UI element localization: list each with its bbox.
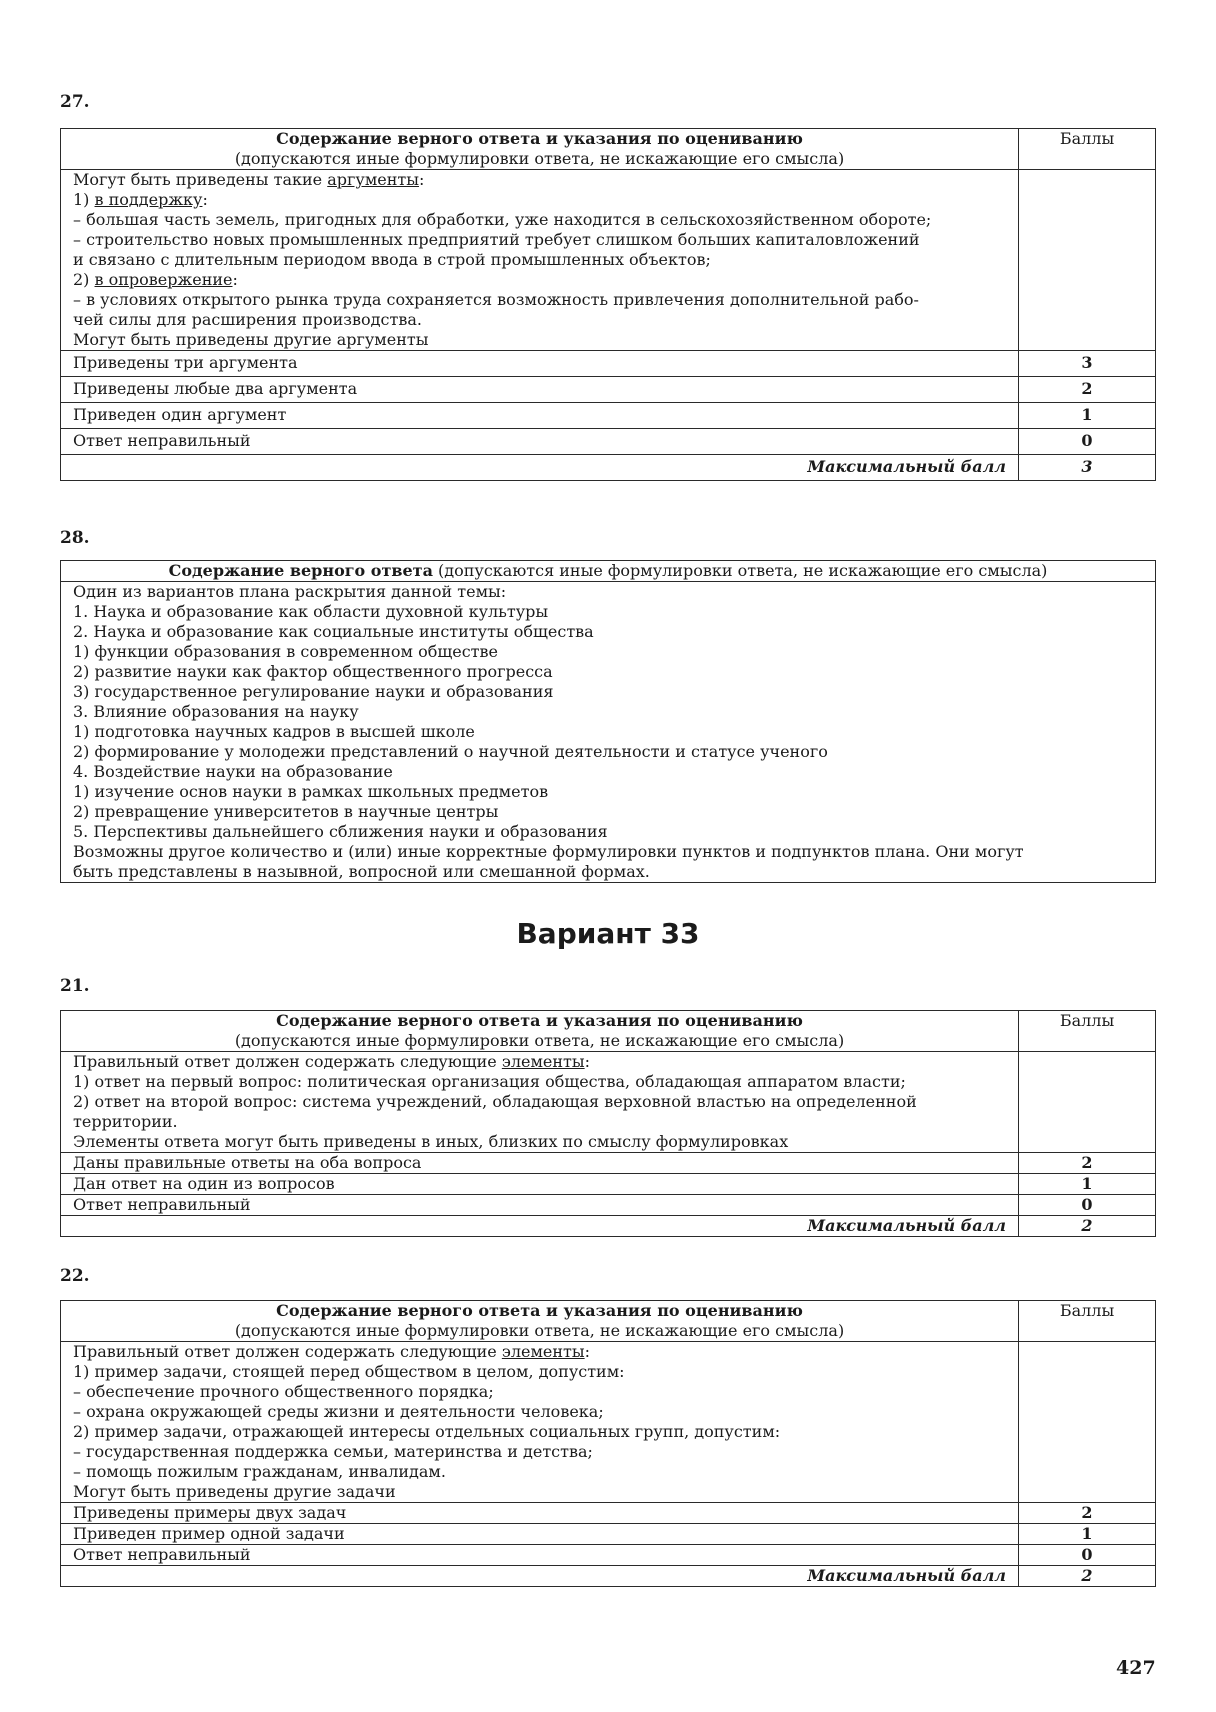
element-line: Элементы ответа могут быть приведены в иных, близких по смыслу формулировках xyxy=(73,1132,789,1151)
max-score-points: 2 xyxy=(1019,1566,1156,1587)
score-label: Приведены три аргумента xyxy=(61,351,1019,377)
score-label: Ответ неправильный xyxy=(61,429,1019,455)
plan-line: 2. Наука и образование как социальные институты общества xyxy=(73,622,594,641)
score-label: Приведены примеры двух задач xyxy=(61,1503,1019,1524)
element-line: – помощь пожилым гражданам, инвалидам. xyxy=(73,1462,446,1481)
table-header xyxy=(61,1011,1156,1052)
header-title: Содержание верного ответа xyxy=(168,561,433,580)
plan-line: 1) изучение основ науки в рамках школьных предметов xyxy=(73,782,549,801)
max-score-row xyxy=(61,1216,1156,1237)
question-number-27: 27. xyxy=(60,92,90,112)
question-number-28: 28. xyxy=(60,528,90,548)
answer-content-row xyxy=(61,1052,1156,1153)
intro-line: Правильный ответ должен содержать следующие элементы: xyxy=(73,1052,591,1071)
max-score-points: 2 xyxy=(1019,1216,1156,1237)
argument-line: и связано с длительным периодом ввода в строй промышленных объектов; xyxy=(73,250,711,269)
argument-line: Могут быть приведены другие аргументы xyxy=(73,330,429,349)
element-line: территории. xyxy=(73,1112,178,1131)
score-label: Даны правильные ответы на оба вопроса xyxy=(61,1153,1019,1174)
element-line: – государственная поддержка семьи, материнства и детства; xyxy=(73,1442,593,1461)
score-points: 0 xyxy=(1019,429,1156,455)
max-score-label: Максимальный балл xyxy=(61,1566,1019,1587)
intro-line: Могут быть приведены такие аргументы: xyxy=(73,170,425,189)
max-score-label: Максимальный балл xyxy=(61,1216,1019,1237)
argument-line: – большая часть земель, пригодных для обработки, уже находится в сельскохозяйственном обороте; xyxy=(73,210,932,229)
score-row xyxy=(61,377,1156,403)
variant-title: Вариант 33 xyxy=(516,917,700,950)
score-points: 1 xyxy=(1019,1524,1156,1545)
max-score-row xyxy=(61,1566,1156,1587)
score-label: Ответ неправильный xyxy=(61,1545,1019,1566)
header-content xyxy=(61,1011,1019,1052)
score-row xyxy=(61,351,1156,377)
table-header xyxy=(61,561,1156,582)
intro-line: Правильный ответ должен содержать следующие элементы: xyxy=(73,1342,591,1361)
plan-line: Возможны другое количество и (или) иные корректные формулировки пунктов и подпунктов плана. Они могут xyxy=(73,842,1024,861)
header-title: Содержание верного ответа и указания по оцениванию xyxy=(276,1011,803,1030)
table-header xyxy=(61,1301,1156,1342)
plan-line: 1. Наука и образование как области духовной культуры xyxy=(73,602,549,621)
answer-content xyxy=(61,170,1019,351)
answer-table-28 xyxy=(60,560,1156,883)
score-label: Дан ответ на один из вопросов xyxy=(61,1174,1019,1195)
max-score-row xyxy=(61,455,1156,481)
max-score-label: Максимальный балл xyxy=(61,455,1019,481)
plan-line: 1) функции образования в современном обществе xyxy=(73,642,498,661)
score-points: 3 xyxy=(1019,351,1156,377)
score-points: 1 xyxy=(1019,1174,1156,1195)
grading-table-21 xyxy=(60,1010,1156,1237)
max-score-points: 3 xyxy=(1019,455,1156,481)
answer-content-row xyxy=(61,582,1156,883)
score-row xyxy=(61,429,1156,455)
score-row xyxy=(61,1195,1156,1216)
score-row xyxy=(61,403,1156,429)
answer-content xyxy=(61,1342,1019,1503)
grading-table-22 xyxy=(60,1300,1156,1587)
element-line: – охрана окружающей среды жизни и деятельности человека; xyxy=(73,1402,604,1421)
grading-table-27 xyxy=(60,128,1156,481)
answer-content xyxy=(61,1052,1019,1153)
plan-line: Один из вариантов плана раскрытия данной темы: xyxy=(73,582,507,601)
element-line: 1) ответ на первый вопрос: политическая организация общества, обладающая аппаратом власти; xyxy=(73,1072,906,1091)
answer-content-row xyxy=(61,1342,1156,1503)
score-row xyxy=(61,1524,1156,1545)
header-subtitle: (допускаются иные формулировки ответа, не искажающие его смысла) xyxy=(234,1321,845,1340)
score-points: 1 xyxy=(1019,403,1156,429)
plan-line: 4. Воздействие науки на образование xyxy=(73,762,393,781)
plan-line: 3. Влияние образования на науку xyxy=(73,702,359,721)
plan-line: 2) формирование у молодежи представлений о научной деятельности и статусе ученого xyxy=(73,742,828,761)
score-row xyxy=(61,1503,1156,1524)
score-label: Приведен один аргумент xyxy=(61,403,1019,429)
element-line: 2) пример задачи, отражающей интересы отдельных социальных групп, допустим: xyxy=(73,1422,781,1441)
plan-line: 3) государственное регулирование науки и образования xyxy=(73,682,554,701)
score-points: 2 xyxy=(1019,377,1156,403)
element-line: 2) ответ на второй вопрос: система учреждений, обладающая верховной властью на определенной xyxy=(73,1092,917,1111)
score-row xyxy=(61,1174,1156,1195)
score-points: 2 xyxy=(1019,1153,1156,1174)
plan-line: 2) развитие науки как фактор общественного прогресса xyxy=(73,662,553,681)
support-label: 1) в поддержку: xyxy=(73,190,208,209)
points-cell-empty xyxy=(1019,1052,1156,1153)
header-points: Баллы xyxy=(1019,129,1156,170)
points-cell-empty xyxy=(1019,1342,1156,1503)
answer-content-row xyxy=(61,170,1156,351)
score-label: Приведены любые два аргумента xyxy=(61,377,1019,403)
header-content xyxy=(61,129,1019,170)
page-number: 427 xyxy=(1116,1657,1156,1679)
header-subtitle: (допускаются иные формулировки ответа, не искажающие его смысла) xyxy=(234,149,845,168)
header-title: Содержание верного ответа и указания по оцениванию xyxy=(276,129,803,148)
score-row xyxy=(61,1153,1156,1174)
question-number-22: 22. xyxy=(60,1266,90,1286)
question-number-21: 21. xyxy=(60,976,90,996)
plan-line: 1) подготовка научных кадров в высшей школе xyxy=(73,722,475,741)
argument-line: – строительство новых промышленных предприятий требует слишком больших капиталовложений xyxy=(73,230,920,249)
header-points: Баллы xyxy=(1019,1301,1156,1342)
score-label: Приведен пример одной задачи xyxy=(61,1524,1019,1545)
element-line: 1) пример задачи, стоящей перед обществом в целом, допустим: xyxy=(73,1362,625,1381)
score-points: 0 xyxy=(1019,1545,1156,1566)
header-title: Содержание верного ответа и указания по оцениванию xyxy=(276,1301,803,1320)
header-points: Баллы xyxy=(1019,1011,1156,1052)
plan-line: быть представлены в назывной, вопросной или смешанной формах. xyxy=(73,862,650,881)
element-line: Могут быть приведены другие задачи xyxy=(73,1482,396,1501)
argument-line: – в условиях открытого рынка труда сохраняется возможность привлечения дополнительной рабо- xyxy=(73,290,919,309)
score-points: 2 xyxy=(1019,1503,1156,1524)
argument-line: чей силы для расширения производства. xyxy=(73,310,422,329)
header-subtitle: (допускаются иные формулировки ответа, не искажающие его смысла) xyxy=(234,1031,845,1050)
refute-label: 2) в опровержение: xyxy=(73,270,238,289)
score-points: 0 xyxy=(1019,1195,1156,1216)
plan-line: 5. Перспективы дальнейшего сближения науки и образования xyxy=(73,822,608,841)
score-row xyxy=(61,1545,1156,1566)
table-header xyxy=(61,129,1156,170)
header-subtitle: (допускаются иные формулировки ответа, не искажающие его смысла) xyxy=(432,561,1048,580)
element-line: – обеспечение прочного общественного порядка; xyxy=(73,1382,494,1401)
header-content xyxy=(61,1301,1019,1342)
answer-content xyxy=(61,582,1156,883)
plan-line: 2) превращение университетов в научные центры xyxy=(73,802,499,821)
header-content xyxy=(61,561,1156,582)
score-label: Ответ неправильный xyxy=(61,1195,1019,1216)
points-cell-empty xyxy=(1019,170,1156,351)
